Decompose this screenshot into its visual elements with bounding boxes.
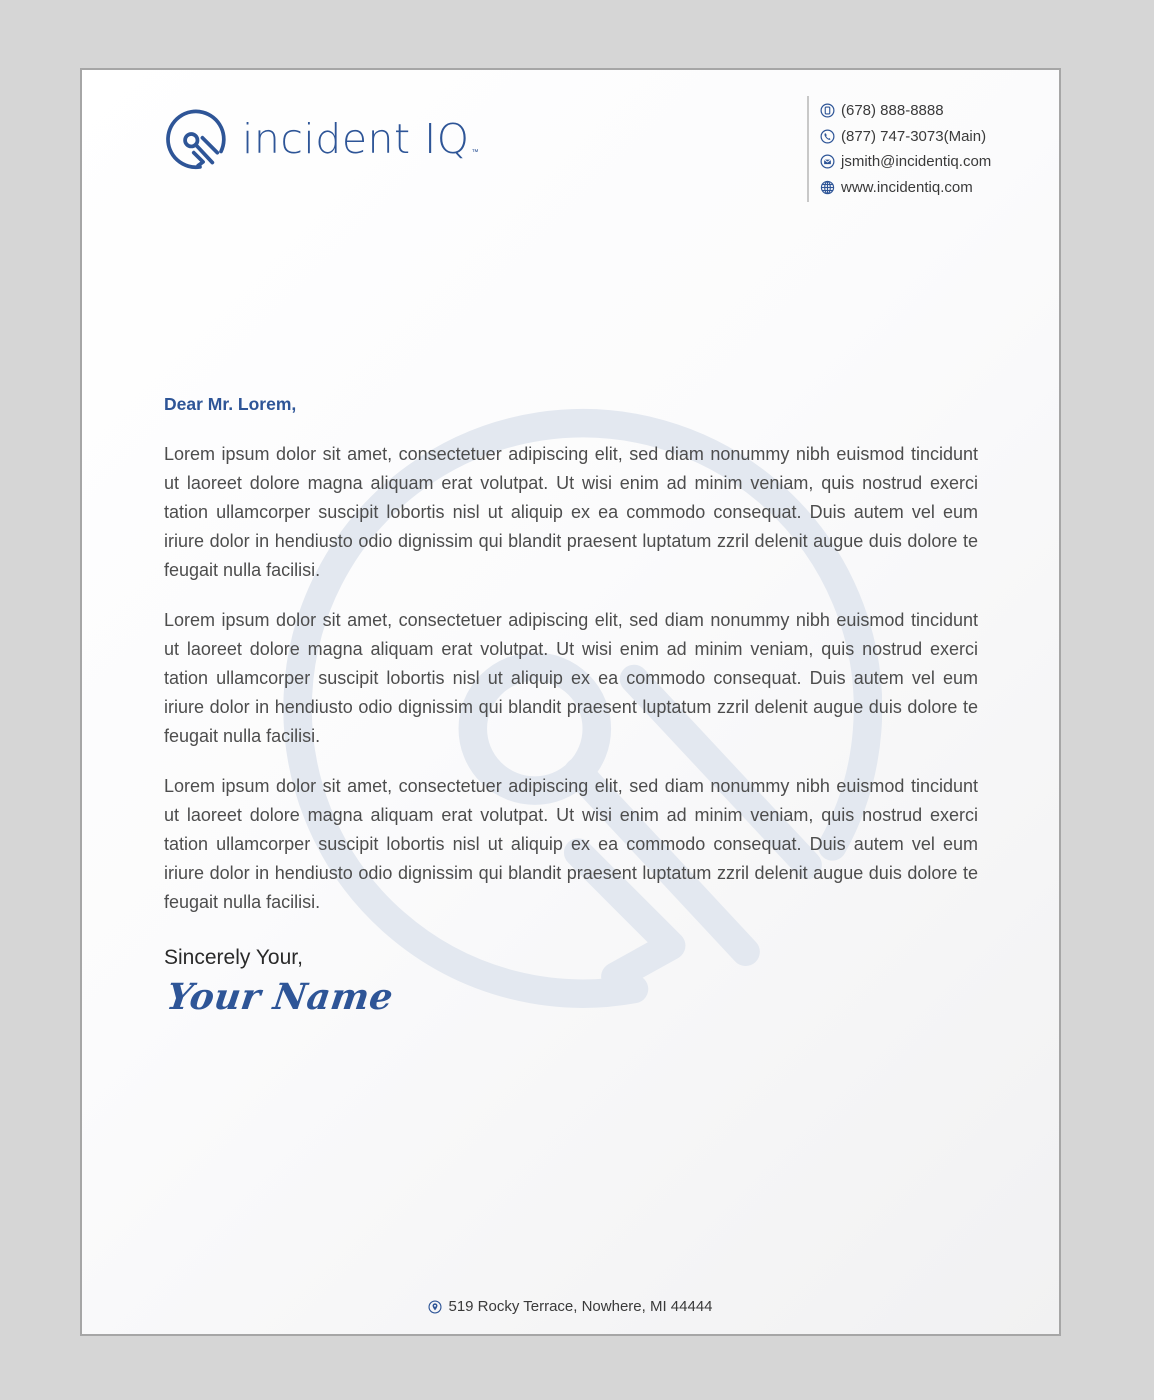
contact-info: [807, 96, 991, 202]
letterhead-page: [80, 68, 1061, 1336]
main-phone-number: (877) 747-3073(Main): [841, 127, 987, 145]
contact-email: [820, 149, 991, 175]
email-address[interactable]: jsmith@incidentiq.com: [841, 153, 992, 171]
mobile-number: (678) 888-8888: [841, 102, 944, 120]
paragraph-2: Lorem ipsum dolor sit amet, consectetuer adipiscing elit, sed diam nonummy nibh euismod tincidunt ut laoreet dolore magna aliquam erat volutpat. Ut wisi enim ad minim veniam, quis nostrud exerci tation ullamcorper suscipit lobortis nisl ut aliquip ex ea commodo consequat. Duis autem vel eum iriure dolor in hendiusto odio dignissim qui blandit praesent luptatum zzril delenit augue duis dolore te feugait nulla facilisi.: [164, 610, 978, 746]
mobile-phone-icon: [820, 103, 835, 118]
footer-address: [82, 1298, 1059, 1315]
website-url[interactable]: www.incidentiq.com: [841, 178, 973, 196]
contact-website: [820, 175, 991, 201]
globe-icon: [820, 180, 835, 195]
contact-phone: [820, 124, 991, 150]
company-logo: [164, 108, 479, 170]
location-pin-icon: [428, 1300, 442, 1314]
signature: Your Name: [164, 976, 396, 1018]
closing: Sincerely Your,: [164, 946, 303, 969]
phone-icon: [820, 129, 835, 144]
paragraph-3: Lorem ipsum dolor sit amet, consectetuer adipiscing elit, sed diam nonummy nibh euismod tincidunt ut laoreet dolore magna aliquam erat volutpat. Ut wisi enim ad minim veniam, quis nostrud exerci tation ullamcorper suscipit lobortis nisl ut aliquip ex ea commodo consequat. Duis autem vel eum iriure dolor in hendiusto odio dignissim qui blandit praesent luptatum zzril delenit augue duis dolore te feugait nulla facilisi.: [164, 776, 978, 912]
address-text: 519 Rocky Terrace, Nowhere, MI 44444: [448, 1298, 713, 1315]
email-icon: [820, 154, 835, 169]
logo-wordmark: incident IQ: [242, 114, 470, 163]
letter-body: [164, 394, 978, 1018]
trademark-symbol: ™: [471, 149, 479, 156]
logo-mark-icon: [164, 108, 226, 170]
salutation: Dear Mr. Lorem,: [164, 394, 297, 414]
paragraph-1: Lorem ipsum dolor sit amet, consectetuer adipiscing elit, sed diam nonummy nibh euismod tincidunt ut laoreet dolore magna aliquam erat volutpat. Ut wisi enim ad minim veniam, quis nostrud exerci tation ullamcorper suscipit lobortis nisl ut aliquip ex ea commodo consequat. Duis autem vel eum iriure dolor in hendiusto odio dignissim qui blandit praesent luptatum zzril delenit augue duis dolore te feugait nulla facilisi.: [164, 444, 978, 580]
contact-mobile: [820, 98, 991, 124]
